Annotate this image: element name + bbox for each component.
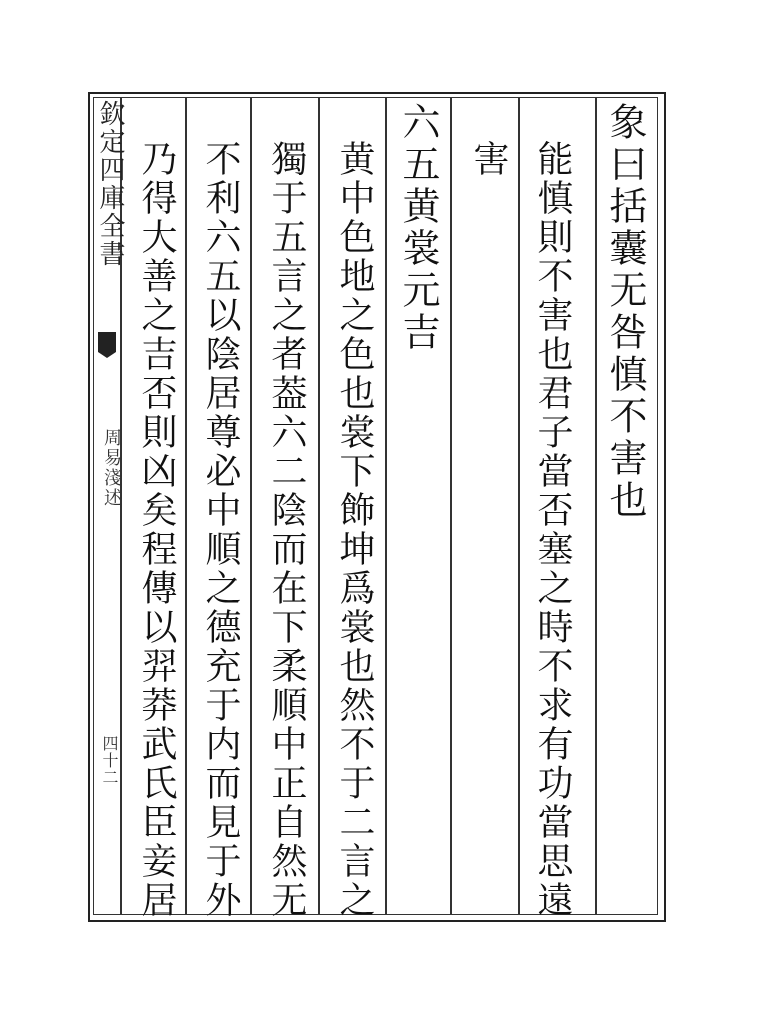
- text-column-5: 黄中色地之色也裳下飾坤爲裳也然不于二言之: [334, 140, 375, 920]
- book-title: 周易淺述: [101, 428, 122, 508]
- text-column-2: 能慎則不害也君子當否塞之時不求有功當思遠: [532, 140, 573, 920]
- text-column-4: 六五黄裳元吉: [396, 102, 440, 354]
- collection-title: 欽定四庫全書: [95, 100, 125, 268]
- column-rule: [185, 98, 187, 914]
- text-column-8: 乃得大善之吉否則凶矣程傳以羿莽武氏臣妾居: [136, 140, 177, 920]
- text-column-1: 象曰括囊无咎慎不害也: [603, 102, 647, 522]
- text-column-6: 獨于五言之者葢六二陰而在下柔順中正自然无: [266, 140, 307, 920]
- column-rule: [518, 98, 520, 914]
- column-rule: [450, 98, 452, 914]
- column-rule: [385, 98, 387, 914]
- column-rule: [595, 98, 597, 914]
- text-column-7: 不利六五以陰居尊必中順之德充于内而見于外: [200, 140, 241, 920]
- column-rule: [250, 98, 252, 914]
- text-column-3: 害: [468, 140, 509, 179]
- page-number: 四十二: [100, 735, 119, 786]
- column-rule: [318, 98, 320, 914]
- fishtail-mark-icon: [96, 330, 118, 360]
